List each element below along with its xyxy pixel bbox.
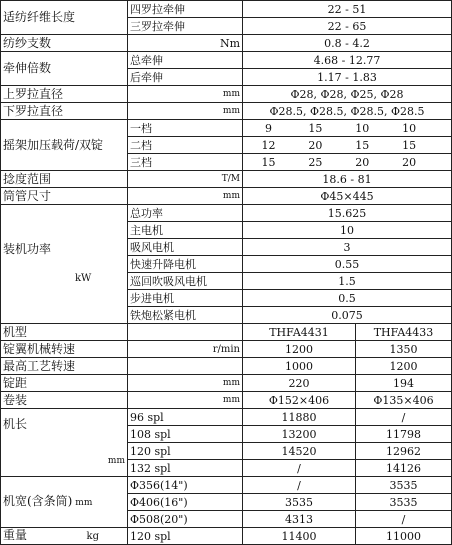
length-col1: 11880 bbox=[243, 409, 356, 426]
length-name: 132 spl bbox=[128, 460, 243, 477]
rocker-load-name-1: 一档 bbox=[128, 120, 243, 137]
table-row bbox=[1, 477, 452, 494]
load-value: 15 bbox=[308, 121, 323, 135]
width-col2: 3535 bbox=[356, 494, 452, 511]
rocker-load-values-1 bbox=[243, 120, 452, 137]
tube-size-value: Φ45×445 bbox=[243, 188, 452, 205]
table-row bbox=[1, 52, 452, 69]
power-name: 步进电机 bbox=[128, 290, 243, 307]
lower-roller-value: Φ28.5, Φ28.5, Φ28.5, Φ28.5 bbox=[243, 103, 452, 120]
load-value: 20 bbox=[402, 155, 417, 169]
table-row bbox=[1, 1, 452, 18]
power-value: 3 bbox=[243, 239, 452, 256]
gauge-label: 锭距 bbox=[1, 375, 128, 392]
package-col2: Φ135×406 bbox=[356, 392, 452, 409]
package-unit: mm bbox=[128, 392, 243, 409]
width-label-cell bbox=[1, 477, 128, 528]
length-name: 96 spl bbox=[128, 409, 243, 426]
fiber-length-name-1: 四罗拉牵伸 bbox=[128, 1, 243, 18]
power-label-cell bbox=[1, 205, 128, 324]
length-col2: 11798 bbox=[356, 426, 452, 443]
weight-label: 重量 bbox=[3, 528, 28, 542]
upper-roller-value: Φ28, Φ28, Φ25, Φ28 bbox=[243, 86, 452, 103]
model-label: 机型 bbox=[1, 324, 128, 341]
power-name: 主电机 bbox=[128, 222, 243, 239]
gauge-col2: 194 bbox=[356, 375, 452, 392]
rocker-load-values-3 bbox=[243, 154, 452, 171]
load-value: 15 bbox=[261, 155, 276, 169]
width-col1: 3535 bbox=[243, 494, 356, 511]
width-name: Φ508(20") bbox=[128, 511, 243, 528]
upper-roller-unit: mm bbox=[128, 86, 243, 103]
process-speed-col2: 1200 bbox=[356, 358, 452, 375]
power-label: 装机功率 bbox=[3, 242, 52, 256]
table-row bbox=[1, 409, 452, 426]
weight-unit: kg bbox=[86, 531, 100, 542]
lower-roller-unit: mm bbox=[128, 103, 243, 120]
spinning-count-label: 纺纱支数 bbox=[1, 35, 128, 52]
upper-roller-label: 上罗拉直径 bbox=[1, 86, 128, 103]
width-name: Φ406(16") bbox=[128, 494, 243, 511]
spinning-count-value: 0.8 - 4.2 bbox=[243, 35, 452, 52]
model-unit-empty bbox=[128, 324, 243, 341]
length-name: 120 spl bbox=[128, 443, 243, 460]
load-value: 10 bbox=[402, 121, 417, 135]
width-col2: / bbox=[356, 511, 452, 528]
weight-name: 120 spl bbox=[128, 528, 243, 545]
power-unit: kW bbox=[75, 273, 92, 284]
power-name: 快速升降电机 bbox=[128, 256, 243, 273]
load-value: 20 bbox=[308, 138, 323, 152]
load-value: 9 bbox=[264, 121, 272, 135]
power-value: 10 bbox=[243, 222, 452, 239]
weight-label-cell bbox=[1, 528, 128, 545]
process-speed-col1: 1000 bbox=[243, 358, 356, 375]
power-name: 巡回吹吸风电机 bbox=[128, 273, 243, 290]
table-row bbox=[1, 103, 452, 120]
tube-size-unit: mm bbox=[128, 188, 243, 205]
draft-ratio-name-1: 总牵伸 bbox=[128, 52, 243, 69]
table-row bbox=[1, 375, 452, 392]
draft-ratio-label: 牵伸倍数 bbox=[1, 52, 128, 86]
rocker-load-values-2 bbox=[243, 137, 452, 154]
fiber-length-value-2: 22 - 65 bbox=[243, 18, 452, 35]
width-label: 机宽(含条筒) bbox=[3, 493, 73, 508]
fiber-length-name-2: 三罗拉牵伸 bbox=[128, 18, 243, 35]
table-row bbox=[1, 324, 452, 341]
model-col2: THFA4433 bbox=[356, 324, 452, 341]
power-name: 总功率 bbox=[128, 205, 243, 222]
rocker-load-name-3: 三档 bbox=[128, 154, 243, 171]
table-row bbox=[1, 358, 452, 375]
width-col1: / bbox=[243, 477, 356, 494]
rocker-load-label: 摇架加压载荷/双锭 bbox=[1, 120, 128, 171]
twist-range-label: 捻度范围 bbox=[1, 171, 128, 188]
load-value: 12 bbox=[261, 138, 276, 152]
model-col1: THFA4431 bbox=[243, 324, 356, 341]
twist-range-value: 18.6 - 81 bbox=[243, 171, 452, 188]
length-label-cell bbox=[1, 409, 128, 477]
table-row bbox=[1, 86, 452, 103]
length-col2: 12962 bbox=[356, 443, 452, 460]
power-value: 15.625 bbox=[243, 205, 452, 222]
length-col1: / bbox=[243, 460, 356, 477]
power-name: 吸风电机 bbox=[128, 239, 243, 256]
draft-ratio-name-2: 后牵伸 bbox=[128, 69, 243, 86]
load-value: 10 bbox=[355, 121, 370, 135]
process-speed-label: 最高工艺转速 bbox=[1, 358, 128, 375]
load-value: 20 bbox=[355, 155, 370, 169]
flyer-speed-label: 锭翼机械转速 bbox=[1, 341, 128, 358]
twist-range-unit: T/M bbox=[128, 171, 243, 188]
width-col1: 4313 bbox=[243, 511, 356, 528]
table-row bbox=[1, 188, 452, 205]
flyer-speed-col2: 1350 bbox=[356, 341, 452, 358]
flyer-speed-unit: r/min bbox=[128, 341, 243, 358]
table-row bbox=[1, 35, 452, 52]
power-value: 0.075 bbox=[243, 307, 452, 324]
weight-col1: 11400 bbox=[243, 528, 356, 545]
fiber-length-value-1: 22 - 51 bbox=[243, 1, 452, 18]
power-value: 0.5 bbox=[243, 290, 452, 307]
power-name: 铁炮松紧电机 bbox=[128, 307, 243, 324]
spinning-count-unit: Nm bbox=[128, 35, 243, 52]
load-value: 15 bbox=[402, 138, 417, 152]
lower-roller-label: 下罗拉直径 bbox=[1, 103, 128, 120]
length-name: 108 spl bbox=[128, 426, 243, 443]
rocker-load-name-2: 二档 bbox=[128, 137, 243, 154]
load-value: 25 bbox=[308, 155, 323, 169]
gauge-unit: mm bbox=[128, 375, 243, 392]
length-col2: / bbox=[356, 409, 452, 426]
fiber-length-label: 适纺纤维长度 bbox=[1, 1, 128, 35]
draft-ratio-value-2: 1.17 - 1.83 bbox=[243, 69, 452, 86]
tube-size-label: 筒管尺寸 bbox=[1, 188, 128, 205]
width-name: Φ356(14") bbox=[128, 477, 243, 494]
width-col2: 3535 bbox=[356, 477, 452, 494]
flyer-speed-col1: 1200 bbox=[243, 341, 356, 358]
weight-col2: 11000 bbox=[356, 528, 452, 545]
load-value: 15 bbox=[355, 138, 370, 152]
power-value: 0.55 bbox=[243, 256, 452, 273]
table-row bbox=[1, 341, 452, 358]
table-row bbox=[1, 392, 452, 409]
power-value: 1.5 bbox=[243, 273, 452, 290]
length-unit: mm bbox=[107, 455, 125, 466]
table-row bbox=[1, 205, 452, 222]
length-col1: 13200 bbox=[243, 426, 356, 443]
table-row bbox=[1, 171, 452, 188]
draft-ratio-value-1: 4.68 - 12.77 bbox=[243, 52, 452, 69]
width-unit: mm bbox=[75, 497, 93, 508]
table-row bbox=[1, 528, 452, 545]
process-speed-unit-empty bbox=[128, 358, 243, 375]
package-label: 卷装 bbox=[1, 392, 128, 409]
length-col2: 14126 bbox=[356, 460, 452, 477]
table-row bbox=[1, 120, 452, 137]
package-col1: Φ152×406 bbox=[243, 392, 356, 409]
gauge-col1: 220 bbox=[243, 375, 356, 392]
length-label: 机长 bbox=[3, 416, 28, 431]
length-col1: 14520 bbox=[243, 443, 356, 460]
